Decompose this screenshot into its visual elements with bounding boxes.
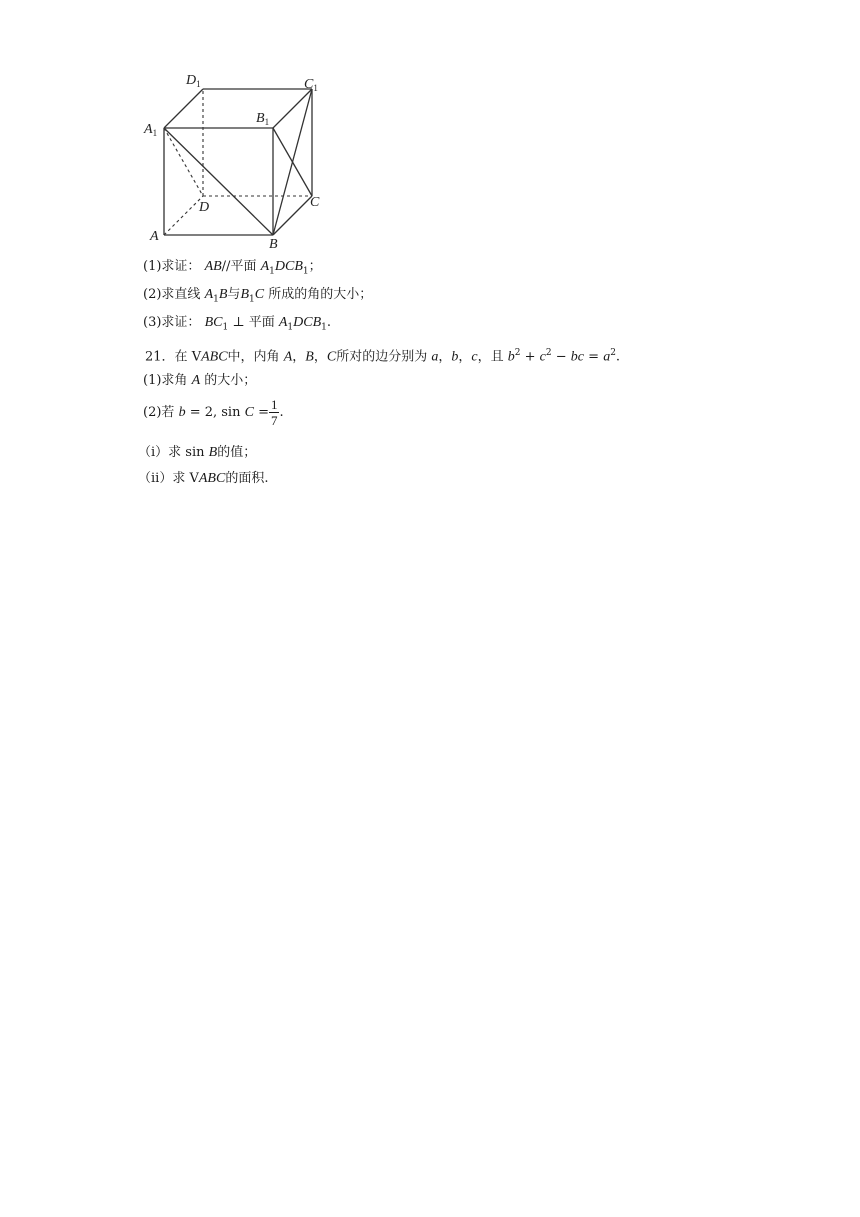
segment-A1-B [164, 128, 273, 235]
text: （ii）求 [138, 471, 186, 486]
text: 的值； [217, 445, 257, 460]
text: 的大小； [204, 373, 257, 388]
subscript: 1 [287, 322, 294, 333]
subscript: 1 [222, 322, 229, 333]
text: (1)求证： [143, 259, 201, 274]
q21-part2 [143, 396, 284, 430]
text: （i）求 sin [138, 445, 205, 460]
q20-part1 [143, 258, 322, 281]
operator: = [584, 349, 604, 365]
q21-stem [145, 344, 620, 366]
math: C [254, 287, 265, 302]
math: AB [204, 259, 222, 274]
math: A [260, 259, 270, 274]
math: A [283, 349, 293, 365]
math: c [471, 349, 478, 365]
text: (2)求直线 [143, 287, 201, 302]
math: ABC [198, 471, 226, 486]
perpendicular-symbol: ⊥ [232, 315, 245, 330]
label-A1: $A_1$ [144, 122, 158, 138]
math: b [507, 349, 515, 365]
question-number: 21． [145, 349, 175, 365]
triangle-symbol: V [191, 349, 202, 365]
edge-A-D [164, 196, 203, 235]
text: ； [308, 259, 322, 274]
text: ， [313, 349, 327, 365]
fraction [269, 397, 280, 428]
math: c [539, 349, 546, 365]
math: bc [570, 349, 585, 365]
superscript: 2 [545, 348, 552, 358]
subscript: 1 [249, 294, 255, 305]
operator: + [520, 349, 540, 365]
label-C: C [310, 195, 320, 210]
subscript: 1 [269, 266, 275, 277]
text: 所对的边分别为 [336, 349, 428, 365]
subscript: 1 [321, 322, 327, 333]
math: = 2, sin [185, 405, 241, 420]
text: . [615, 349, 621, 365]
math: b [451, 349, 459, 365]
math: DCB [293, 315, 322, 330]
text: (1)求角 [143, 373, 188, 388]
math: b [178, 405, 186, 420]
segment-B-C1 [273, 89, 312, 235]
text: ， [292, 349, 306, 365]
math: A [191, 373, 201, 388]
text: ， [438, 349, 452, 365]
text: 所成的角的大小； [268, 287, 373, 302]
parallel-symbol: // [221, 259, 231, 274]
text: . [326, 315, 332, 330]
fraction-denominator: 7 [270, 413, 278, 428]
math: A [204, 287, 214, 302]
math: B [218, 287, 228, 302]
text: 中，内角 [227, 349, 280, 365]
text: 的面积. [225, 471, 269, 486]
q20-part2 [143, 286, 372, 309]
segment-A1-D [164, 128, 203, 196]
text: . [279, 405, 284, 420]
label-A: A [150, 229, 159, 244]
label-B1: $B_1$ [256, 111, 270, 127]
fraction-numerator: 1 [270, 397, 278, 412]
math: ABC [201, 349, 228, 365]
label-D: D [199, 200, 210, 215]
text: 在 [174, 349, 188, 365]
text: ， [458, 349, 472, 365]
subscript: 1 [213, 294, 219, 305]
triangle-symbol: V [189, 471, 199, 486]
label-C1: $C_1$ [304, 77, 318, 93]
text: 平面 [230, 259, 257, 274]
cube-figure [140, 70, 340, 250]
text: (3)求证： [143, 315, 201, 330]
math: C [244, 405, 254, 420]
math: B [305, 349, 314, 365]
label-D1: $D_1$ [186, 73, 201, 89]
operator: − [551, 349, 571, 365]
operator: = [253, 405, 269, 420]
math: BC [204, 315, 223, 330]
superscript: 2 [610, 348, 616, 358]
label-B: B [269, 237, 278, 250]
q21-part1 [143, 372, 256, 390]
math: B [240, 287, 249, 302]
text: ，且 [477, 349, 504, 365]
math: DCB [274, 259, 303, 274]
math: C [326, 349, 337, 365]
math: a [603, 349, 611, 365]
text: (2)若 [143, 405, 175, 420]
math: a [431, 349, 439, 365]
q21-subpart-i [138, 444, 256, 462]
q20-part3 [143, 314, 331, 337]
text: 与 [227, 287, 241, 302]
edge-A1-D1 [164, 89, 203, 128]
subscript: 1 [302, 266, 309, 277]
q21-subpart-ii [138, 470, 268, 488]
text: 平面 [248, 315, 275, 330]
math: A [278, 315, 288, 330]
superscript: 2 [514, 348, 521, 358]
math: B [208, 445, 218, 460]
